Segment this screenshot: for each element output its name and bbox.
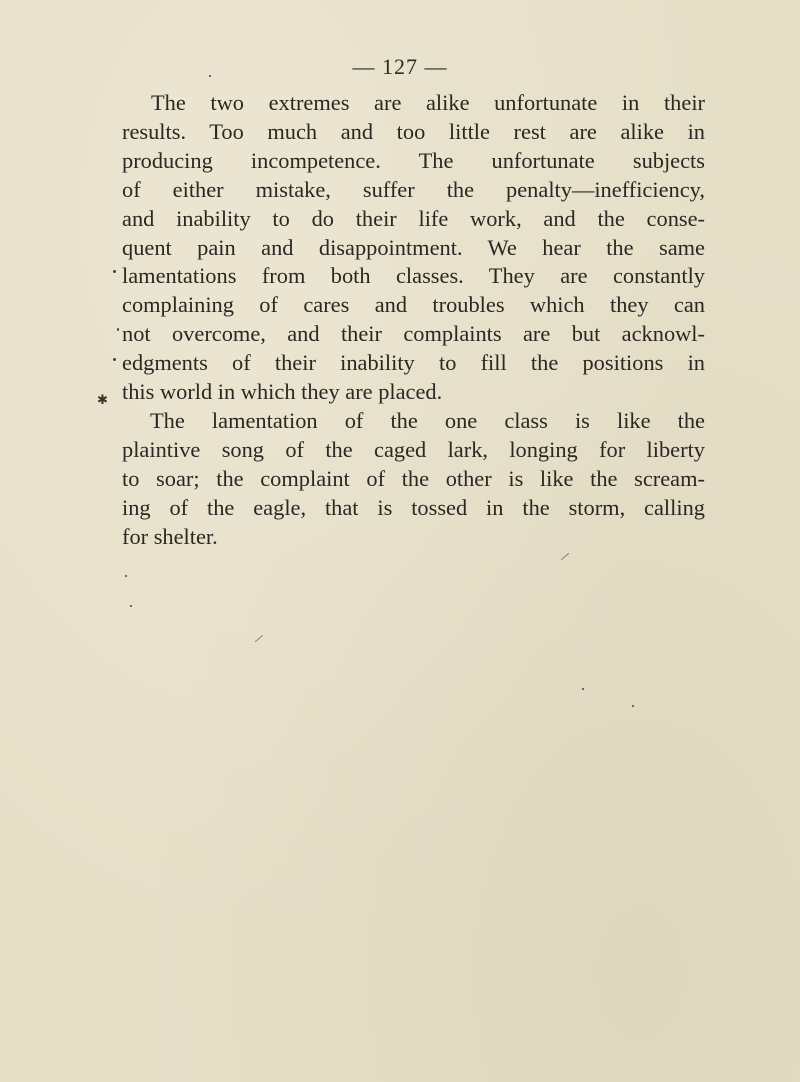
text-line: ing of the eagle, that is tossed in the storm, calling	[122, 494, 705, 520]
text-line: producing incompetence. The unfortunate subjects	[122, 147, 705, 173]
page-number: — 127 —	[352, 54, 448, 79]
paper-speck	[125, 575, 127, 577]
paper-speck	[209, 75, 211, 77]
text-line: for shelter.	[122, 523, 218, 549]
text-line: of either mistake, suffer the penalty—inefficiency,	[122, 176, 705, 202]
text-line: edgments of their inability to fill the positions in	[122, 350, 705, 376]
paper-speck	[113, 358, 116, 361]
paper-speck	[582, 688, 584, 690]
paragraph-2	[122, 407, 705, 552]
pencil-mark	[255, 635, 263, 642]
body-text	[122, 89, 705, 552]
text-line: plaintive song of the caged lark, longing for liberty	[122, 436, 705, 462]
text-line: not overcome, and their complaints are but acknowl-	[122, 321, 705, 347]
text-line: The lamentation of the one class is like the	[150, 407, 705, 433]
text-line: to soar; the complaint of the other is like the scream-	[122, 465, 705, 491]
paper-speck	[117, 328, 119, 331]
paper-speck	[113, 270, 116, 273]
text-line: complaining of cares and troubles which they can	[122, 292, 705, 318]
pencil-mark	[561, 553, 569, 560]
text-line: lamentations from both classes. They are constantly	[122, 263, 705, 289]
text-line: results. Too much and too little rest are alike in	[122, 118, 705, 144]
text-line: and inability to do their life work, and the conse-	[122, 205, 705, 231]
text-line: quent pain and disappointment. We hear the same	[122, 234, 705, 260]
margin-asterisk-mark: ✱	[97, 393, 108, 408]
paper-speck	[632, 705, 634, 707]
paper-speck	[130, 605, 132, 607]
paragraph-1	[122, 89, 705, 407]
text-line: this world in which they are placed.	[122, 379, 443, 405]
text-line: The two extremes are alike unfortunate in their	[151, 90, 705, 115]
